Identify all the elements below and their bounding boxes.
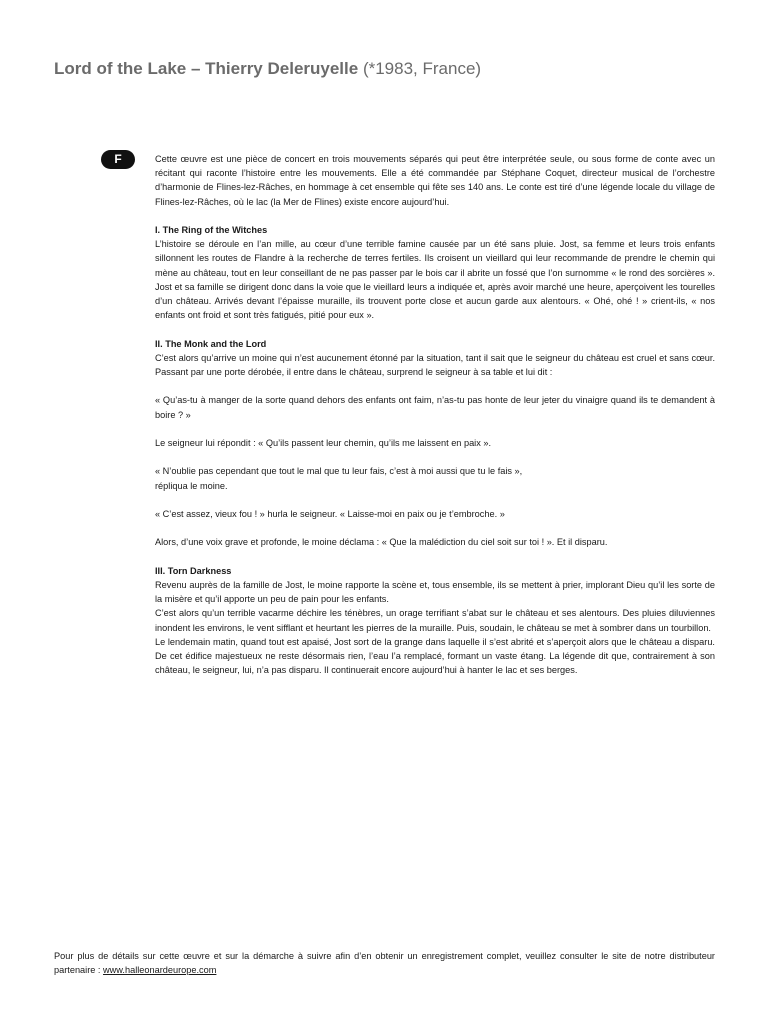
language-badge: F: [101, 150, 135, 169]
title-main: Lord of the Lake – Thierry Deleruyelle: [54, 59, 359, 78]
main-content: [155, 152, 715, 677]
section-2-ending: Alors, d’une voix grave et profonde, le moine déclama : « Que la malédiction du ciel soit sur toi ! ». Et il disparu.: [155, 537, 608, 548]
title-meta: (*1983, France): [358, 59, 482, 78]
section-3-paragraph-1: Revenu auprès de la famille de Jost, le moine rapporte la scène et, tous ensemble, ils se mettent à prier, implorant Dieu qu’il les sorte de la misère et qu’il apporte un peu de pain pour les enfants.: [155, 579, 715, 605]
quote-paragraph: « Qu’as-tu à manger de la sorte quand dehors des enfants ont faim, n’as-tu pas honte de leur jeter du vinaigre quand ils te demandent à boire ? »: [155, 395, 715, 420]
page-title: [54, 59, 481, 79]
distributor-link[interactable]: www.halleonardeurope.com: [103, 965, 217, 976]
section-heading-1: I. The Ring of the Witches: [155, 225, 268, 235]
quote-paragraph: « C’est assez, vieux fou ! » hurla le seigneur. « Laisse-moi en paix ou je t’embroche. »: [155, 508, 505, 519]
quote-paragraph: « N’oublie pas cependant que tout le mal que tu leur fais, c’est à moi aussi que tu le fais »,: [155, 466, 523, 477]
reply-paragraph: Le seigneur lui répondit : « Qu’ils passent leur chemin, qu’ils me laissent en paix ».: [155, 438, 492, 448]
footer-note: [54, 949, 715, 977]
intro-paragraph: Cette œuvre est une pièce de concert en trois mouvements séparés qui peut être interprétée seule, ou sous forme de conte avec un récitant qui raconte l’histoire entre les mouvements. Elle a été commandée par Stéphane Coquet, directeur musical de l’orchestre d’harmonie de Flines-lez-Râches, en hommage à cet ensemble qui fête ses 140 ans. Le conte est tiré d’une légende locale du village de Flines-lez-Râches, où le lac (la Mer de Flines) existe encore aujourd’hui.: [155, 154, 715, 207]
section-2-text: C’est alors qu’arrive un moine qui n’est aucunement étonné par la situation, tant il sait que le seigneur du château est cruel et sans cœur. Passant par une porte dérobée, il entre dans le château, surprend le seigneur à sa table et lui dit :: [155, 352, 715, 378]
quote-attribution: répliqua le moine.: [155, 480, 228, 491]
footer-text: Pour plus de détails sur cette œuvre et sur la démarche à suivre afin d’en obtenir un enregistrement complet, veuillez consulter le site de notre distributeur partenaire :: [54, 951, 715, 976]
section-3-paragraph-2: C’est alors qu’un terrible vacarme déchire les ténèbres, un orage terrifiant s’abat sur le château et ses alentours. Des pluies diluviennes inondent les environs, le vent sifflant et heurtant les pierres de la muraille. Puis, soudain, le château se met à sombrer dans un tourbillon.: [155, 608, 715, 633]
section-heading-2: II. The Monk and the Lord: [155, 338, 267, 349]
section-3-paragraph-3: Le lendemain matin, quand tout est apaisé, Jost sort de la grange dans laquelle il s’est abrité et s’aperçoit alors que le château a disparu. De cet édifice majestueux ne reste désormais rien, l’eau l’a remplacé, formant un vaste étang. La légende dit que, contrairement à son château, le seigneur, lui, n’a pas disparu. Il continuerait encore aujourd’hui à hanter le lac et ses berges.: [155, 636, 715, 676]
section-1-text: L’histoire se déroule en l’an mille, au cœur d’une terrible famine causée par un été sans pluie. Jost, sa femme et leurs trois enfants sillonnent les routes de Flandre à la recherche de terres fertiles. Ils croisent un vieillard qui leur recommande de prendre le chemin qui mène au château, tout en leur conseillant de ne pas passer par le bois car il abrite un fossé que l’on surnomme « le rond des sorcières ». Jost et sa famille se dirigent donc dans la voie que le vieillard leurs a indiquée et, après avoir marché une heure, aperçoivent les tourelles d’un château. Arrivés devant l’épaisse muraille, ils trouvent porte close et aucun garde aux alentours. « Ohé, ohé ! » crient-ils, « nos enfants ont froid et sont très fatigués, pitié pour eux ».: [155, 239, 715, 321]
section-heading-3: III. Torn Darkness: [155, 565, 232, 576]
